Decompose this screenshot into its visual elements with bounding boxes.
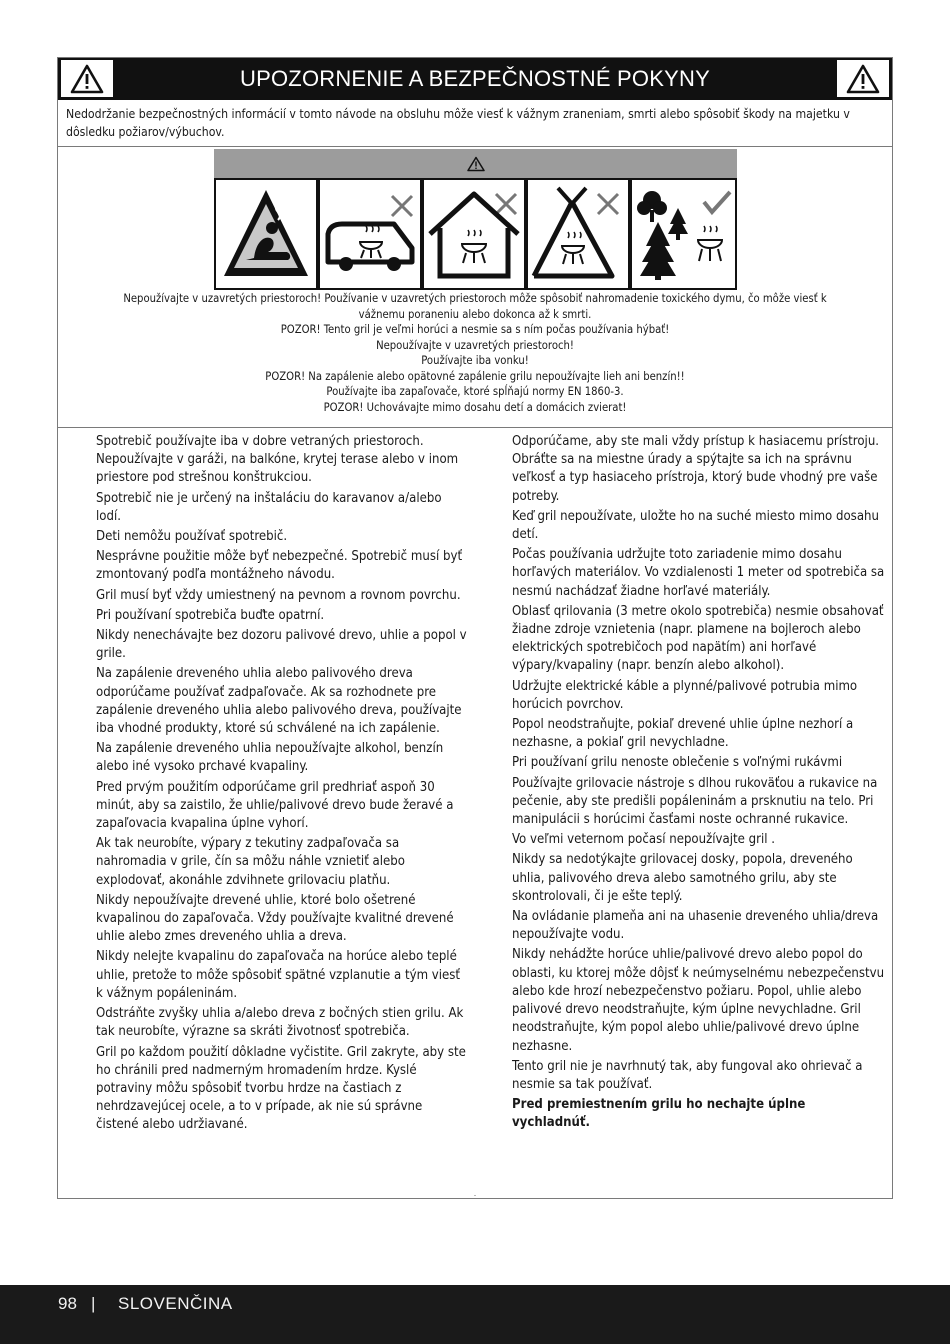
instruction-item: Odstráňte zvyšky uhlia a/alebo dreva z bočných stien grilu. Ak tak neurobíte, výrazne sa skráti životnosť spotrebiča. xyxy=(96,1006,464,1040)
instruction-item: Počas používania udržujte toto zariadenie mimo dosahu horľavých materiálov. Vo vzdialenosti 1 meter od spotrebiča sa nesmú nachádzať žiadne horľavé materiály. xyxy=(512,547,885,599)
divider xyxy=(58,427,892,428)
grill-in-vehicle-icon xyxy=(318,178,422,290)
notice-line: Nepoužívajte v uzavretých priestoroch! xyxy=(376,338,574,352)
instruction-item: Na ovládanie plameňa ani na uhasenie dreveného uhlia/dreva nepoužívajte vodu. xyxy=(512,909,879,943)
grill-in-house-icon xyxy=(422,178,526,290)
instruction-item: Tento gril nie je navrhnutý tak, aby fungoval ako ohrievač a nesmie sa tak používať. xyxy=(512,1058,863,1092)
instruction-item: Ak tak neurobíte, výpary z tekutiny zadpaľovača sa nahromadia v grile, čín sa môžu náhle vznietiť alebo explodovať, akonáhle zdvihnete grilovaciu platňu. xyxy=(96,836,405,888)
instruction-item: Gril po každom použití dôkladne vyčistite. Gril zakryte, aby ste ho chránili pred nadmerným hromadením hrdze. Kyslé potraviny môžu spôsobiť tvorbu hrdze na častiach z nehrdzavejúcej ocele, a to v prípade, ak nie sú správne čistené alebo udržiavané. xyxy=(96,1044,466,1133)
notice-line: POZOR! Tento gril je veľmi horúci a nesmie sa s ním počas používania hýbať! xyxy=(280,323,670,336)
instruction-item: Vo veľmi veternom počasí nepoužívajte gril . xyxy=(512,832,775,848)
notice-line: Nepoužívajte v uzavretých priestoroch! Používanie v uzavretých priestoroch môže spôsobiť nahromadenie toxického dymu, čo môže viesť k vážnemu poraneniu alebo dokonca až k smrti. xyxy=(123,292,827,321)
instruction-item: Pri používaní spotrebiča buďte opatrní. xyxy=(96,607,325,623)
instruction-item: Používajte grilovacie nástroje s dlhou rukoväťou a rukavice na pečenie, aby ste predišli popáleninám a prsknutiu na telo. Pri manipulácii s horúcimi časťami noste ochranné rukavice. xyxy=(512,775,878,828)
instruction-item: Nikdy nelejte kvapalinu do zapaľovača na horúce alebo teplé uhlie, pretože to môže spôsobiť spätné vzplanutie a tým viesť k vážnym popáleninám. xyxy=(96,949,461,1001)
person-fume-hazard-icon xyxy=(214,178,318,290)
instruction-item: Oblasť qrilovania (3 metre okolo spotrebiča) nesmie obsahovať žiadne zdroje vznietenia (napr. plamene na bojleroch alebo elektrických spotrebičoch pod napätím) ani horľavé výpary/kvapaliny (napr. benzín alebo alkohol). xyxy=(512,603,884,674)
grill-in-tent-icon xyxy=(526,178,630,290)
instruction-item: Udržujte elektrické káble a plynné/palivové potrubia mimo horúcich povrchov. xyxy=(512,678,858,712)
instruction-item: Na zapálenie dreveného uhlia nepoužívajte alkohol, benzín alebo iné vysoko prchavé kvapaliny. xyxy=(96,741,444,775)
instruction-item: Nikdy nepoužívajte drevené uhlie, ktoré bolo ošetrené kvapalinou do zapaľovača. Vždy používajte kvalitné drevené uhlie alebo zmes dreveného uhlia a dreva. xyxy=(96,892,454,945)
warning-triangle-icon xyxy=(467,156,485,172)
instruction-item: Odporúčame, aby ste mali vždy prístup k hasiacemu prístroju. Obráťte sa na miestne úrady a spýtajte sa ich na správnu veľkosť a typ hasiaceho prístroja, ktorý bude vhodný pre vaše potreby. xyxy=(512,434,880,504)
instruction-item: Spotrebič používajte iba v dobre vetraných priestoroch. Nepoužívajte v garáži, na balkóne, krytej terase alebo v inom priestore pod strešnou konštrukciou. xyxy=(96,434,459,486)
intro-warning-text: Nedodržanie bezpečnostných informácií v tomto návode na obsluhu môže viesť k vážnym zraneniam, smrti alebo spôsobiť škody na majetku v dôsledku požiarov/výbuchov. xyxy=(66,107,850,139)
notice-line: POZOR! Uchovávajte mimo dosahu detí a domácich zvierat! xyxy=(323,400,627,414)
safety-section xyxy=(57,57,893,1199)
instruction-item: Na zapálenie dreveného uhlia alebo palivového dreva odporúčame používať zadpaľovače. Ak sa rozhodnete pre zapálenie dreveného uhlia alebo palivového dreva, používajte iba vhodné produkty, ktoré sú schválené na ich zapálenie. xyxy=(96,666,462,737)
warning-triangle-icon xyxy=(61,60,113,97)
page-title: UPOZORNENIE A BEZPEČNOSTNÉ POKYNY xyxy=(240,66,710,91)
instruction-item: Nikdy nehádžte horúce uhlie/palivové drevo alebo popol do oblasti, ku ktorej môže dôjsť k neúmyselnému nebezpečenstvu alebo kde hrozí nebezpečenstvo požiaru. Popol, uhlie alebo palivové drevo neodstraňujte, kým úplne nevychladne. Gril neodstraňujte, kým popol alebo uhlie/palivové drevo úplne nezhasne. xyxy=(512,947,885,1054)
grill-outdoors-trees-icon xyxy=(630,178,737,290)
title-bar xyxy=(58,58,892,100)
left-instructions-column xyxy=(96,433,468,1137)
footer-separator: | xyxy=(91,1294,96,1313)
instruction-item: Gril musí byť vždy umiestnený na pevnom a rovnom povrchu. xyxy=(96,587,461,603)
instruction-item: Pred prvým použitím odporúčame gril predhriať aspoň 30 minút, aby sa zaistilo, že uhlie/palivové drevo bude žeravé a zapaľovacia kvapalina úplne vyhorí. xyxy=(96,779,454,832)
divider xyxy=(58,146,892,147)
bold-instruction-item: Pred premiestnením grilu ho nechajte úplne vychladnúť. xyxy=(512,1097,806,1131)
notice-line: Používajte iba zapaľovače, ktoré spĺňajú normy EN 1860-3. xyxy=(326,385,624,398)
instruction-item: Spotrebič nie je určený na inštaláciu do karavanov a/alebo lodí. xyxy=(96,490,442,524)
instruction-item: Nikdy nenechávajte bez dozoru palivové drevo, uhlie a popol v grile. xyxy=(96,628,467,662)
notice-line: POZOR! Na zapálenie alebo opätovné zapálenie grilu nepoužívajte lieh ani benzín!! xyxy=(265,369,685,383)
instruction-item: Deti nemôžu používať spotrebič. xyxy=(96,529,288,545)
notices-block xyxy=(58,291,892,415)
warning-triangle-icon xyxy=(837,60,889,97)
instruction-item: Nesprávne použitie môže byť nebezpečné. Spotrebič musí byť zmontovaný podľa montážneho návodu. xyxy=(96,549,463,583)
instruction-item: Pri používaní grilu nenoste oblečenie s voľnými rukávmi xyxy=(512,755,843,771)
language-label: SLOVENČINA xyxy=(118,1294,233,1313)
page-footer xyxy=(0,1285,950,1344)
instruction-item: Keď gril nepoužívate, uložte ho na suché miesto mimo dosahu detí. xyxy=(512,508,879,543)
instruction-item: Popol neodstraňujte, pokiaľ drevené uhlie úplne nezhorí a nezhasne, a pokiaľ gril nevychladne. xyxy=(512,717,854,751)
safety-pictogram xyxy=(214,149,737,290)
divider xyxy=(474,1195,476,1196)
pictogram-header-bar xyxy=(214,149,737,178)
right-instructions-column xyxy=(512,433,887,1135)
notice-line: Používajte iba vonku! xyxy=(421,354,529,367)
instruction-item: Nikdy sa nedotýkajte grilovacej dosky, popola, dreveného uhlia, palivového dreva alebo samotného grilu, aby ste skontrolovali, či je ešte teplý. xyxy=(512,852,853,904)
page-number: 98 xyxy=(58,1294,77,1313)
